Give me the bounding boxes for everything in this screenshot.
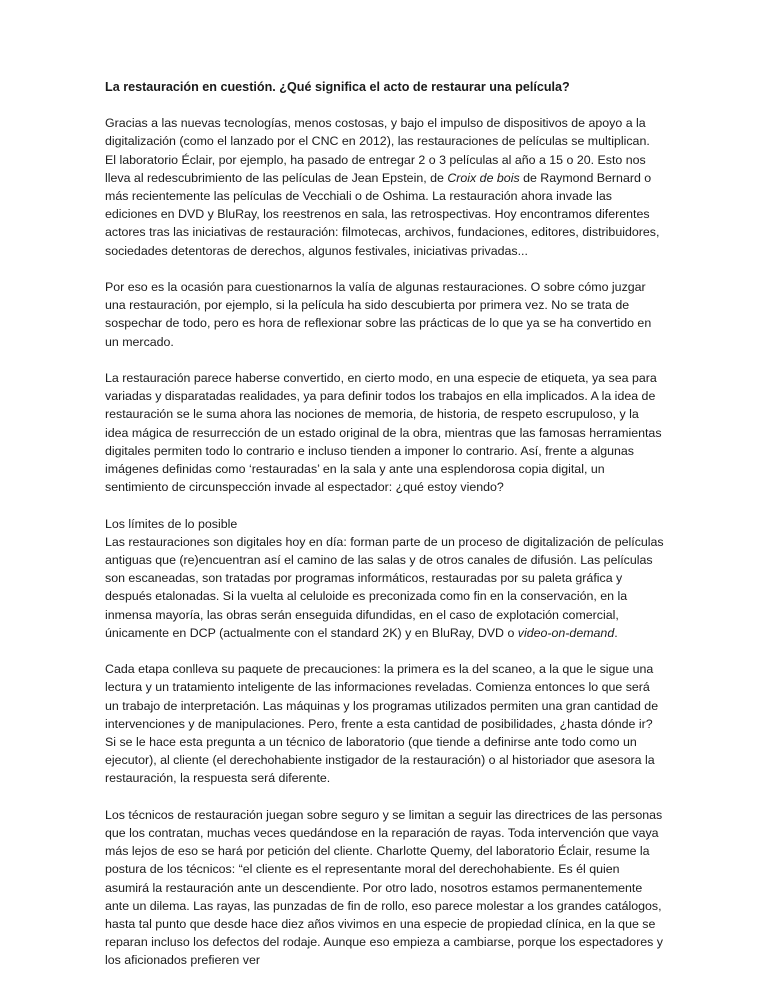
document-body: [105, 114, 664, 969]
text-run: Las restauraciones son digitales hoy en día: forman parte de un proceso de digitalización de películas antiguas que (re)encuentran así el camino de las salas y de otros canales de difusión. Las películas son escaneadas, son tratadas por programas informáticos, restauradas por su paleta gráfica y después etalonadas. Si la vuelta al celuloide es preconizada como fin en la conservación, en la inmensa mayoría, las obras serán enseguida difundidas, en el caso de explotación comercial, únicamente en DCP (actualmente con el standard 2K) y en BluRay, DVD o: [105, 534, 664, 640]
text-run: video-on-demand: [517, 625, 615, 640]
paragraph: [105, 515, 664, 642]
text-run: Croix de bois: [447, 170, 520, 185]
paragraph: [105, 660, 664, 787]
text-run: Cada etapa conlleva su paquete de precauciones: la primera es la del scaneo, a la que le sigue una lectura y un tratamiento inteligente de las informaciones reveladas. Comienza entonces lo que será un trabajo de interpretación. Las máquinas y los programas utilizados permiten una gran cantidad de intervenciones y de manipulaciones. Pero, frente a esta cantidad de posibilidades, ¿hasta dónde ir? Si se le hace esta pregunta a un técnico de laboratorio (que tiende a definirse ante todo como un ejecutor), al cliente (el derechohabiente instigador de la restauración) o al historiador que asesora la restauración, la respuesta será diferente.: [105, 662, 659, 786]
paragraph: [105, 114, 664, 260]
paragraph: [105, 806, 664, 970]
text-run: La restauración parece haberse convertido, en cierto modo, en una especie de etiqueta, ya sea para variadas y disparatadas realidades, ya para definir todos los trabajos en ella implicados. A la idea de restauración se le suma ahora las nociones de memoria, de historia, de respeto escrupuloso, y la idea mágica de resurrección de un estado original de la obra, mientras que las famosas herramientas digitales permiten todo lo contrario e incluso tienden a imponer lo contrario. Así, frente a algunas imágenes definidas como ‘restauradas’ en la sala y ante una esplendorosa copia digital, un sentimiento de circunspección invade al espectador: ¿qué estoy viendo?: [105, 371, 662, 495]
text-run: Los técnicos de restauración juegan sobre seguro y se limitan a seguir las directrices de las personas que los contratan, muchas veces quedándose en la reparación de rayas. Toda intervención que vaya más lejos de eso se hará por petición del cliente. Charlotte Quemy, del laboratorio Éclair, resume la postura de los técnicos: “el cliente es el representante moral del derechohabiente. Es él quien asumirá la restauración ante un descendiente. Por otro lado, nosotros estamos permanentemente ante un dilema. Las rayas, las punzadas de fin de rollo, eso parece molestar a los grandes catálogos, hasta tal punto que desde hace diez años vivimos en una especie de propiedad clínica, en la que se reparan incluso los defectos del rodaje. Aunque eso empieza a cambiarse, porque los espectadores y los aficionados prefieren ver: [105, 807, 663, 968]
paragraph: [105, 278, 664, 351]
document-title: La restauración en cuestión. ¿Qué significa el acto de restaurar una película?: [105, 80, 570, 94]
text-run: de Raymond Bernard o más recientemente las películas de Vecchiali o de Oshima. La restauración ahora invade las ediciones en DVD y BluRay, los reestrenos en sala, las retrospectivas. Hoy encontramos diferentes actores tras las iniciativas de restauración: filmotecas, archivos, fundaciones, editores, distribuidores, sociedades detentoras de derechos, algunos festivales, iniciativas privadas...: [105, 170, 660, 258]
text-run: .: [614, 625, 618, 640]
text-run: Los límites de lo posible: [105, 516, 238, 531]
paragraph: [105, 369, 664, 496]
text-run: Por eso es la ocasión para cuestionarnos la valía de algunas restauraciones. O sobre cómo juzgar una restauración, por ejemplo, si la película ha sido descubierta por primera vez. No se trata de sospechar de todo, pero es hora de reflexionar sobre las prácticas de lo que ya se ha convertido en un mercado.: [105, 280, 652, 349]
text-run: Gracias a las nuevas tecnologías, menos costosas, y bajo el impulso de dispositivos de apoyo a la digitalización (como el lanzado por el CNC en 2012), las restauraciones de películas se multiplican. El laboratorio Éclair, por ejemplo, ha pasado de entregar 2 o 3 películas al año a 15 o 20. Esto nos lleva al redescubrimiento de las películas de Jean Epstein, de: [105, 116, 650, 185]
